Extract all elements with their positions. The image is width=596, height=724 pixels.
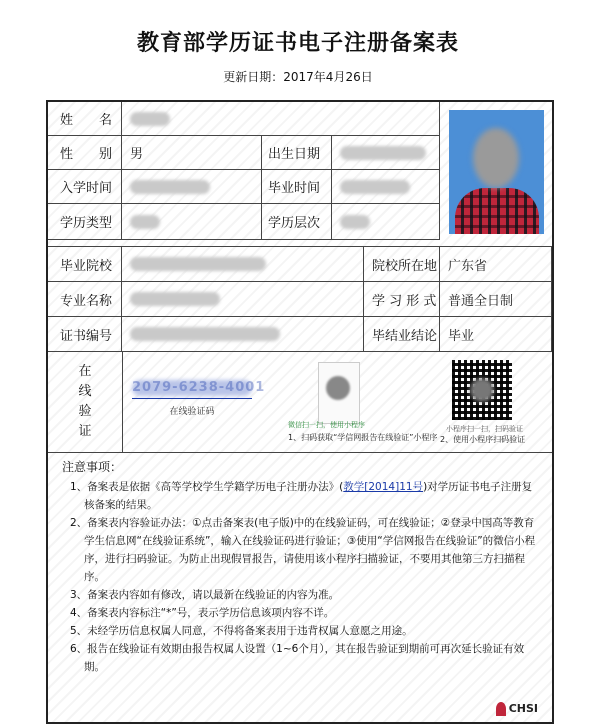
redacted-birth: [340, 146, 426, 160]
school-location-value: 广东省: [440, 246, 552, 282]
verify-char: 线: [78, 384, 92, 399]
note-item: 3、备案表内容如有修改，请以最新在线验证的内容为准。: [70, 589, 340, 601]
verify-code-caption: 在线验证码: [169, 407, 215, 417]
birth-value: [332, 136, 440, 170]
photo-face-redacted: [473, 128, 519, 188]
mini-program-caption: 1、扫码获取“学信网报告在线验证”小程序: [288, 433, 438, 442]
verify-char: 验: [78, 404, 92, 419]
online-verify-section: [48, 352, 552, 453]
note-item: 2、备案表内容验证办法：①点击备案表(电子版)中的在线验证码，可在线验证；②登录中国高等教育学生信息网“在线验证系统”，输入在线验证码进行验证；③使用“学信网报告在线验证”的微信小程序，进行扫码验证。为防止出现假冒报告，请使用该小程序扫描验证，不要用其他第三方扫描程序。: [70, 517, 536, 583]
verify-char: 证: [78, 424, 92, 439]
cert-number-value: [122, 317, 364, 352]
redacted-name: [130, 112, 170, 126]
name-label: 姓 名: [48, 102, 122, 136]
redacted-graduate: [340, 180, 410, 194]
enroll-value: [122, 170, 262, 204]
note-item: 4、备案表内容标注“*”号，表示学历信息该项内容不详。: [70, 607, 335, 619]
regulation-link[interactable]: 教学[2014]11号: [343, 481, 424, 493]
page-title: 教育部学历证书电子注册备案表: [136, 31, 459, 56]
major-label: 专业名称: [48, 282, 122, 317]
school-value: [122, 246, 364, 282]
redacted-cert-number: [130, 327, 280, 341]
conclusion-value: 毕业: [440, 317, 552, 352]
conclusion-label: 毕结业结论: [364, 317, 440, 352]
notes-section: [62, 458, 538, 676]
edu-level-value: [332, 204, 440, 240]
birth-label: 出生日期: [262, 136, 332, 170]
note-item: 5、未经学历信息权属人同意，不得将备案表用于违背权属人意愿之用途。: [70, 625, 413, 637]
verify-code-underline: [132, 398, 252, 399]
study-form-label: 学 习 形 式: [364, 282, 440, 317]
update-date: 更新日期：2017年4月26日: [223, 70, 373, 84]
verify-char: 在: [78, 364, 92, 379]
notes-title: 注意事项：: [62, 460, 123, 474]
redacted-major: [130, 292, 220, 306]
redacted-enroll: [130, 180, 210, 194]
mini-program-hint: 微信扫一扫，使用小程序: [288, 421, 365, 429]
major-value: [122, 282, 364, 317]
graduate-label: 毕业时间: [262, 170, 332, 204]
verify-code-link[interactable]: 2079-6238-4001: [132, 380, 266, 395]
gender-value: 男: [122, 136, 262, 170]
chsi-logo-icon: [496, 702, 506, 716]
verify-qr-hint: 小程序扫一扫，扫码验证: [446, 425, 523, 433]
note-item: 1、备案表是依据《高等学校学生学籍学历电子注册办法》(教学[2014]11号)对学历证书电子注册复核备案的结果。: [70, 481, 533, 511]
redacted-edu-type: [130, 215, 160, 229]
school-label: 毕业院校: [48, 246, 122, 282]
edu-type-label: 学历类型: [48, 204, 122, 240]
student-photo: [449, 110, 544, 234]
study-form-value: 普通全日制: [440, 282, 552, 317]
graduate-value: [332, 170, 440, 204]
edu-type-value: [122, 204, 262, 240]
name-value: [122, 102, 440, 136]
note-item: 6、报告在线验证有效期由报告权属人设置（1~6个月），其在报告验证到期前可再次延长验证有效期。: [70, 643, 525, 673]
form-table: [46, 100, 554, 724]
gender-label: 性 别: [48, 136, 122, 170]
cert-number-label: 证书编号: [48, 317, 122, 352]
redacted-edu-level: [340, 215, 370, 229]
verify-qr-code: [452, 360, 512, 420]
verify-qr-caption: 2、使用小程序扫码验证: [440, 435, 526, 444]
redacted-school: [130, 257, 266, 271]
mini-program-logo-redacted: [326, 376, 350, 400]
edu-level-label: 学历层次: [262, 204, 332, 240]
school-location-label: 院校所在地: [364, 246, 440, 282]
enroll-label: 入学时间: [48, 170, 122, 204]
online-verify-label: [48, 352, 123, 452]
chsi-logo: CHSI: [496, 702, 538, 716]
